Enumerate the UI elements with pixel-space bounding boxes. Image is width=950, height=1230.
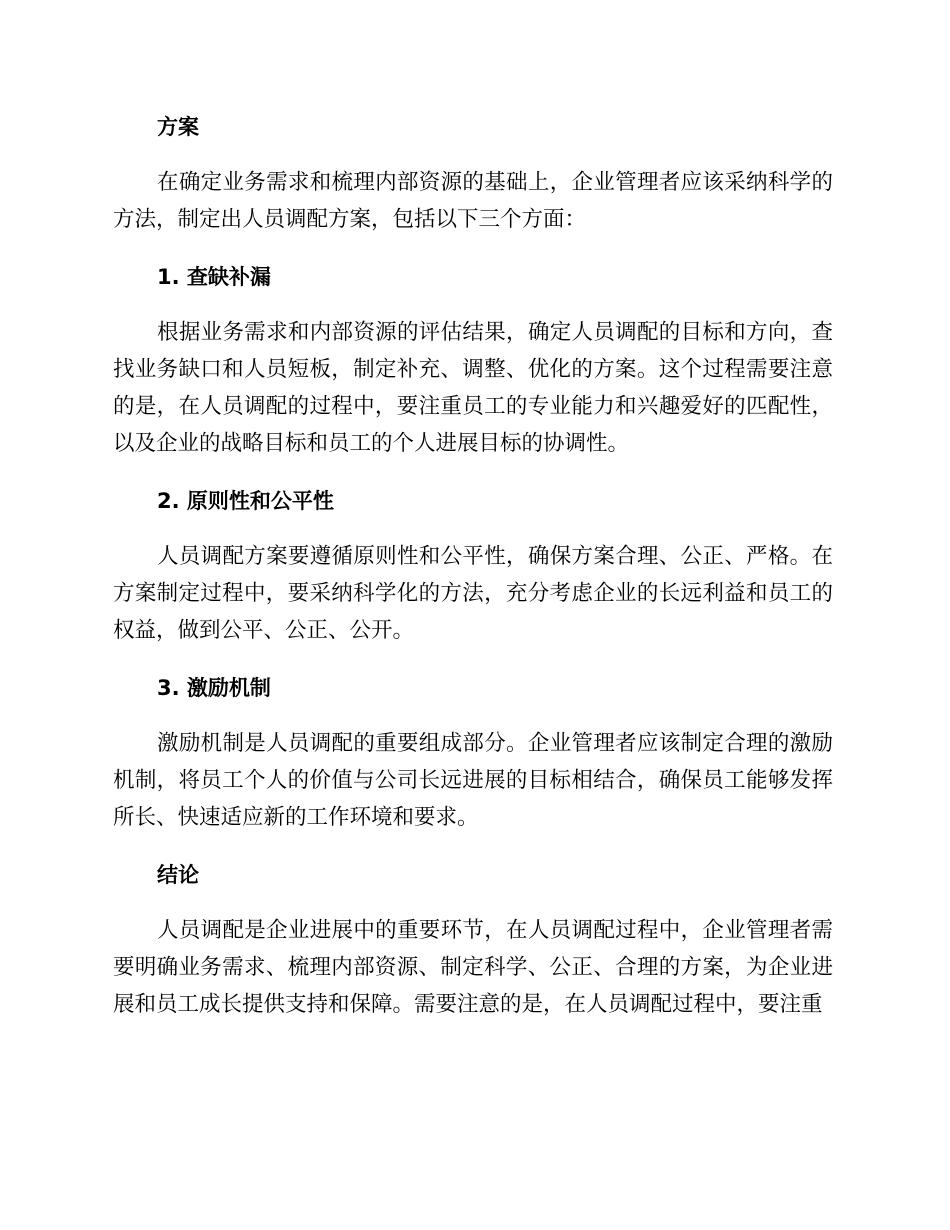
paragraph-1: 根据业务需求和内部资源的评估结果，确定人员调配的目标和方向，查找业务缺口和人员短板，制定补充、调整、优化的方案。这个过程需要注意的是，在人员调配的过程中，要注重员工的专业能力和兴趣爱好的匹配性，以及企业的战略目标和员工的个人进展目标的协调性。 [113,320,833,456]
section-heading-conclusion: 结论 [157,863,199,887]
subheading-1: 1. 查缺补漏 [157,265,271,289]
section-heading-plan: 方案 [157,115,199,139]
subheading-3: 3. 激励机制 [157,676,271,700]
intro-paragraph: 在确定业务需求和梳理内部资源的基础上，企业管理者应该采纳科学的方法，制定出人员调配方案，包括以下三个方面： [113,170,833,232]
paragraph-2: 人员调配方案要遵循原则性和公平性，确保方案合理、公正、严格。在方案制定过程中，要采纳科学化的方法，充分考虑企业的长远利益和员工的权益，做到公平、公正、公开。 [113,544,833,643]
paragraph-3: 激励机制是人员调配的重要组成部分。企业管理者应该制定合理的激励机制，将员工个人的价值与公司长远进展的目标相结合，确保员工能够发挥所长、快速适应新的工作环境和要求。 [113,731,833,830]
document-body [113,108,833,1023]
subheading-2: 2. 原则性和公平性 [157,489,334,513]
conclusion-paragraph: 人员调配是企业进展中的重要环节，在人员调配过程中，企业管理者需要明确业务需求、梳理内部资源、制定科学、公正、合理的方案，为企业进展和员工成长提供支持和保障。需要注意的是，在人员调配过程中，要注重 [113,918,833,1017]
